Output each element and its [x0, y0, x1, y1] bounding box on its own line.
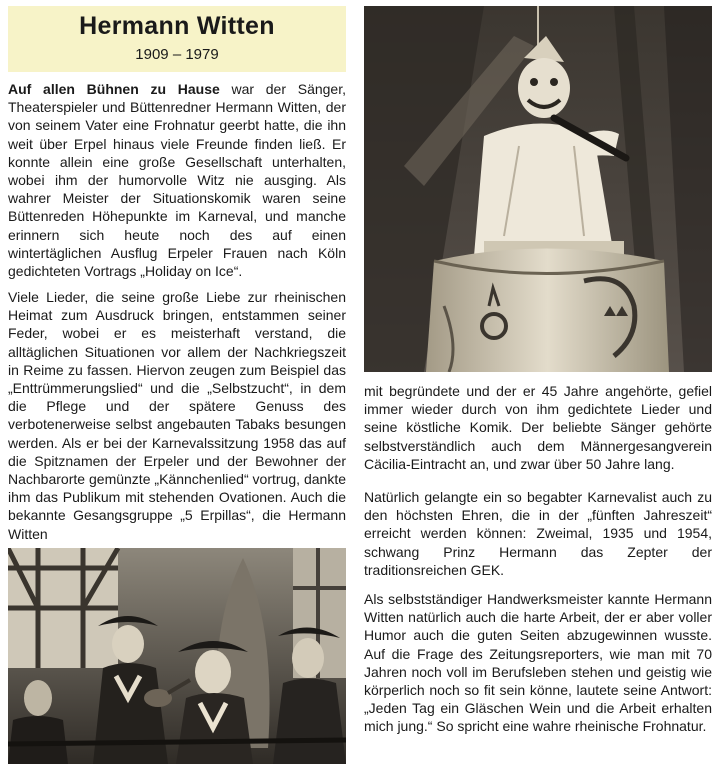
paragraph-1 [8, 80, 346, 280]
photo-clown-performer [364, 6, 712, 372]
photo-singers-group [8, 548, 346, 764]
photo-clown-image [364, 6, 712, 372]
paragraph-3: mit begründete und der er 45 Jahre angehörte, gefiel immer wieder durch von ihm gedichtete Lieder und seine köstliche Komik. Der beliebte Sänger gehörte selbstverständlich auch dem Männergesangverein Cäcilia-Eintracht an, und zwar über 50 Jahre lang. [364, 383, 712, 472]
paragraph-2: Viele Lieder, die seine große Liebe zur rheinischen Heimat zum Ausdruck bringen, entstammen seiner Feder, wobei er es meisterhaft verstand, die alltäglichen Situationen vor allem der Nachkriegszeit in Reime zu fassen. Hiervon zeugen zum Beispiel das „Enttrümmerungslied“ und die „Selbstzucht“, in dem die Pflege und der spätere Genuss des verbotenerweise selbst angebauten Tabaks besungen werden. Als er bei der Karnevalssitzung 1958 das auf die Spitznamen der Erpeler und der Bewohner der Nachbarorte gemünzte „Kännchenlied“ vortrug, dankte ihm das Publikum mit stehenden Ovationen. Auch die bekannte Gesangsgruppe „5 Erpillas“, die Hermann Witten [8, 289, 346, 542]
paragraph-1-lead: Auf allen Bühnen zu Hause [8, 81, 220, 97]
page-title: Hermann Witten [79, 12, 275, 40]
photo-singers-image [8, 548, 346, 764]
life-years: 1909 – 1979 [135, 46, 219, 63]
paragraph-5: Als selbstständiger Handwerksmeister kannte Hermann Witten natürlich auch die harte Arbeit, der er aber voller Humor auch die guten Seiten abzugewinnen wusste. Auf die Frage des Zeitungsreporters, wie man mit 70 Jahren noch voll im Berufsleben stehen und geistig wie körperlich noch so fit sein könne, lautete seine Antwort: „Jeden Tag ein Gläschen Wein und die Arbeit erhalten mich jung.“ So spricht eine wahre rheinische Frohnatur. [364, 591, 712, 735]
title-box [8, 6, 346, 72]
paragraph-4: Natürlich gelangte ein so begabter Karnevalist auch zu den höchsten Ehren, die in der „fünften Jahreszeit“ erreicht werden können: Zweimal, 1935 und 1954, schwang Prinz Hermann das Zepter der traditionsreichen GEK. [364, 489, 712, 578]
paragraph-1-text: war der Sänger, Theaterspieler und Büttenredner Hermann Witten, der von seinem Vater eine Frohnatur geerbt hatte, die ihn weit über Erpel hinaus viele Freunde finden ließ. Er konnte allein eine große Gesellschaft unterhalten, wobei ihm der humorvolle Witz nie ausging. Als wahrer Meister der Situationskomik waren seine Büttenreden Höhepunkte im Karneval, und manche erinnern sich heute noch des auf einen wintertäglichen Ausflug Erpeler Frauen nach Köln gedichteten Vortrags „Holiday on Ice“. [8, 81, 346, 280]
